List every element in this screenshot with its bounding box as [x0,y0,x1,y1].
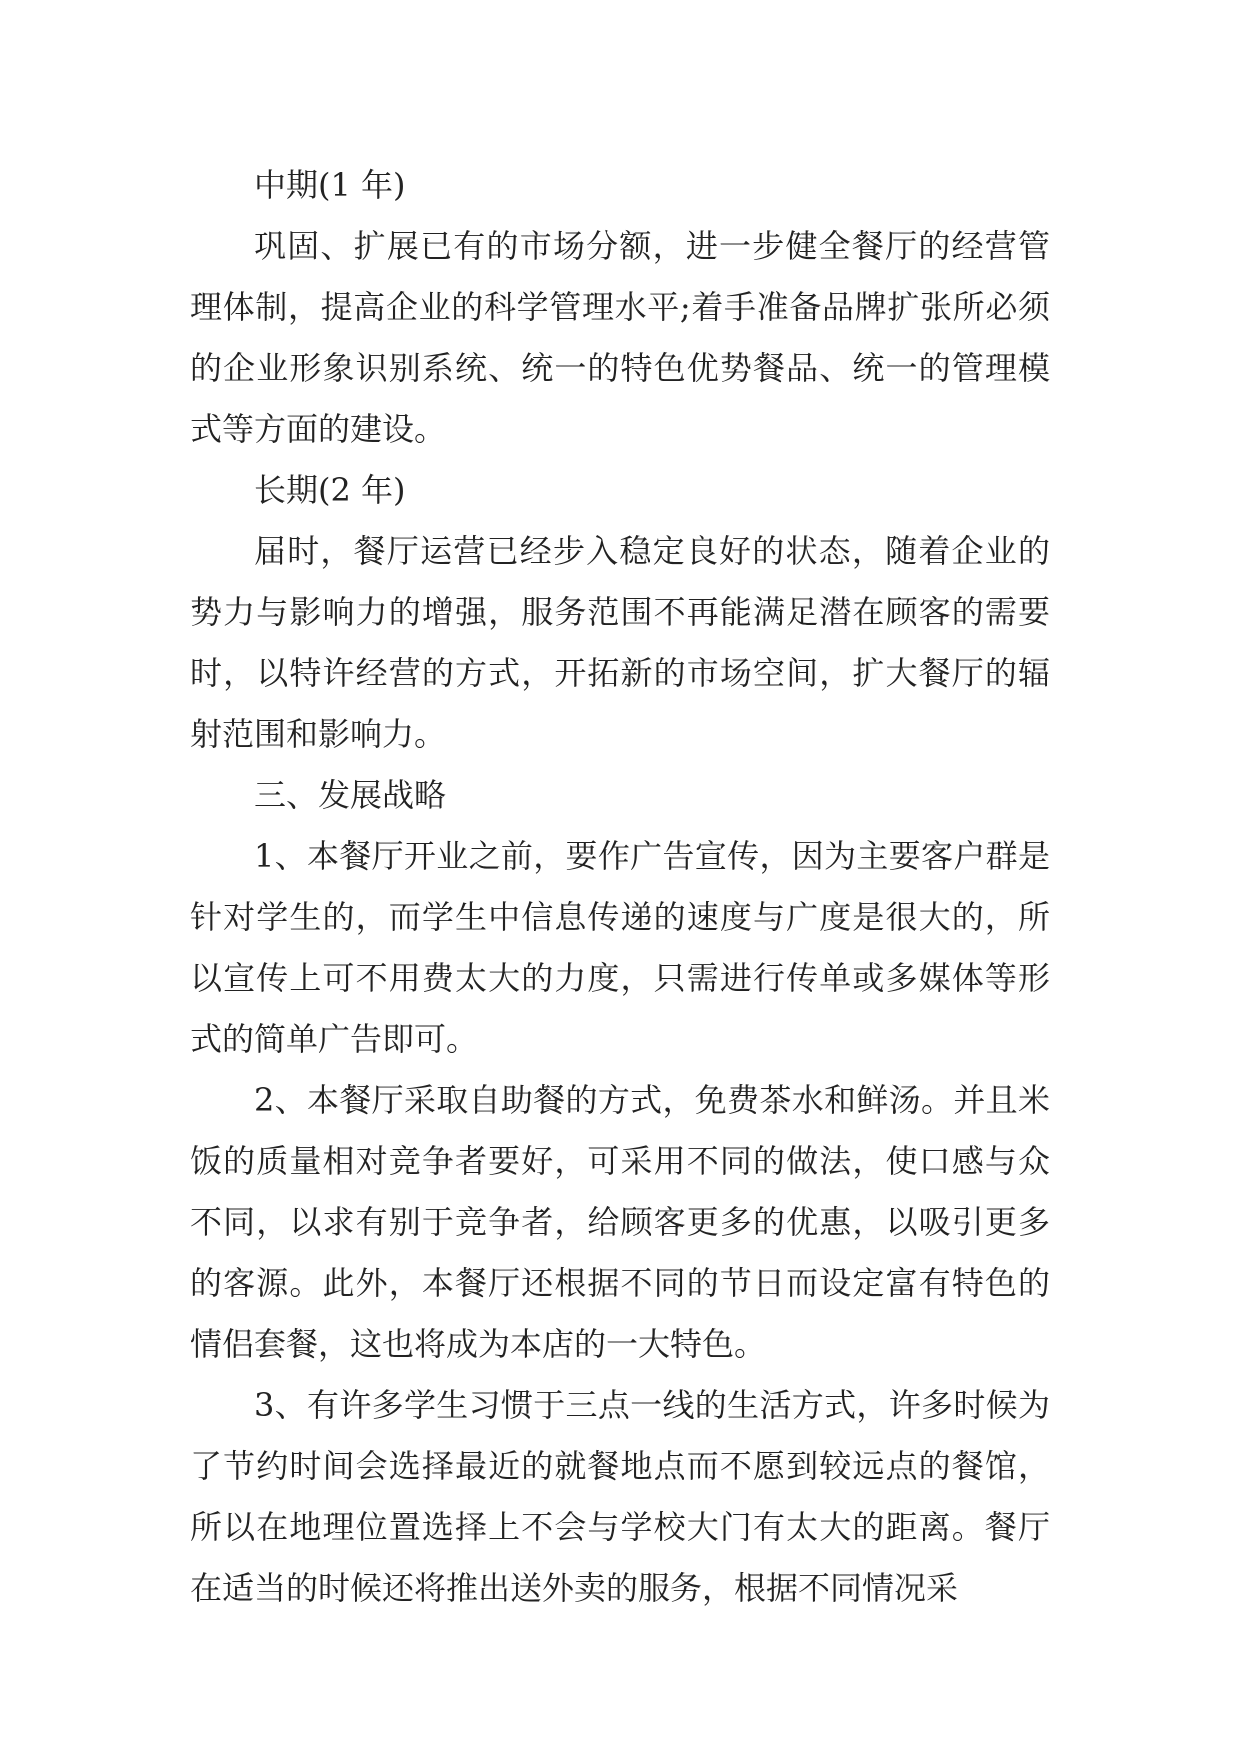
paragraph-long-term-plan: 届时，餐厅运营已经步入稳定良好的状态，随着企业的势力与影响力的增强，服务范围不再能满足潜在顾客的需要时，以特许经营的方式，开拓新的市场空间，扩大餐厅的辐射范围和影响力。 [190,532,1050,753]
paragraph-mid-term-plan: 巩固、扩展已有的市场分额，进一步健全餐厅的经营管理体制，提高企业的科学管理水平;着手准备品牌扩张所必须的企业形象识别系统、统一的特色优势餐品、统一的管理模式等方面的建设。 [190,227,1050,448]
heading-long-term: 长期(2 年) [254,471,406,509]
paragraph-strategy-3: 3、有许多学生习惯于三点一线的生活方式，许多时候为了节约时间会选择最近的就餐地点而不愿到较远点的餐馆，所以在地理位置选择上不会与学校大门有太大的距离。餐厅在适当的时候还将推出送外卖的服务，根据不同情况采 [190,1386,1050,1607]
heading-development-strategy: 三、发展战略 [254,776,447,814]
document-page [190,155,1050,1619]
heading-mid-term: 中期(1 年) [254,166,406,204]
paragraph-strategy-1: 1、本餐厅开业之前，要作广告宣传，因为主要客户群是针对学生的，而学生中信息传递的速度与广度是很大的，所以宣传上可不用费太大的力度，只需进行传单或多媒体等形式的简单广告即可。 [190,837,1050,1058]
paragraph-strategy-2: 2、本餐厅采取自助餐的方式，免费茶水和鲜汤。并且米饭的质量相对竞争者要好，可采用不同的做法，使口感与众不同，以求有别于竞争者，给顾客更多的优惠，以吸引更多的客源。此外，本餐厅还根据不同的节日而设定富有特色的情侣套餐，这也将成为本店的一大特色。 [190,1081,1050,1363]
